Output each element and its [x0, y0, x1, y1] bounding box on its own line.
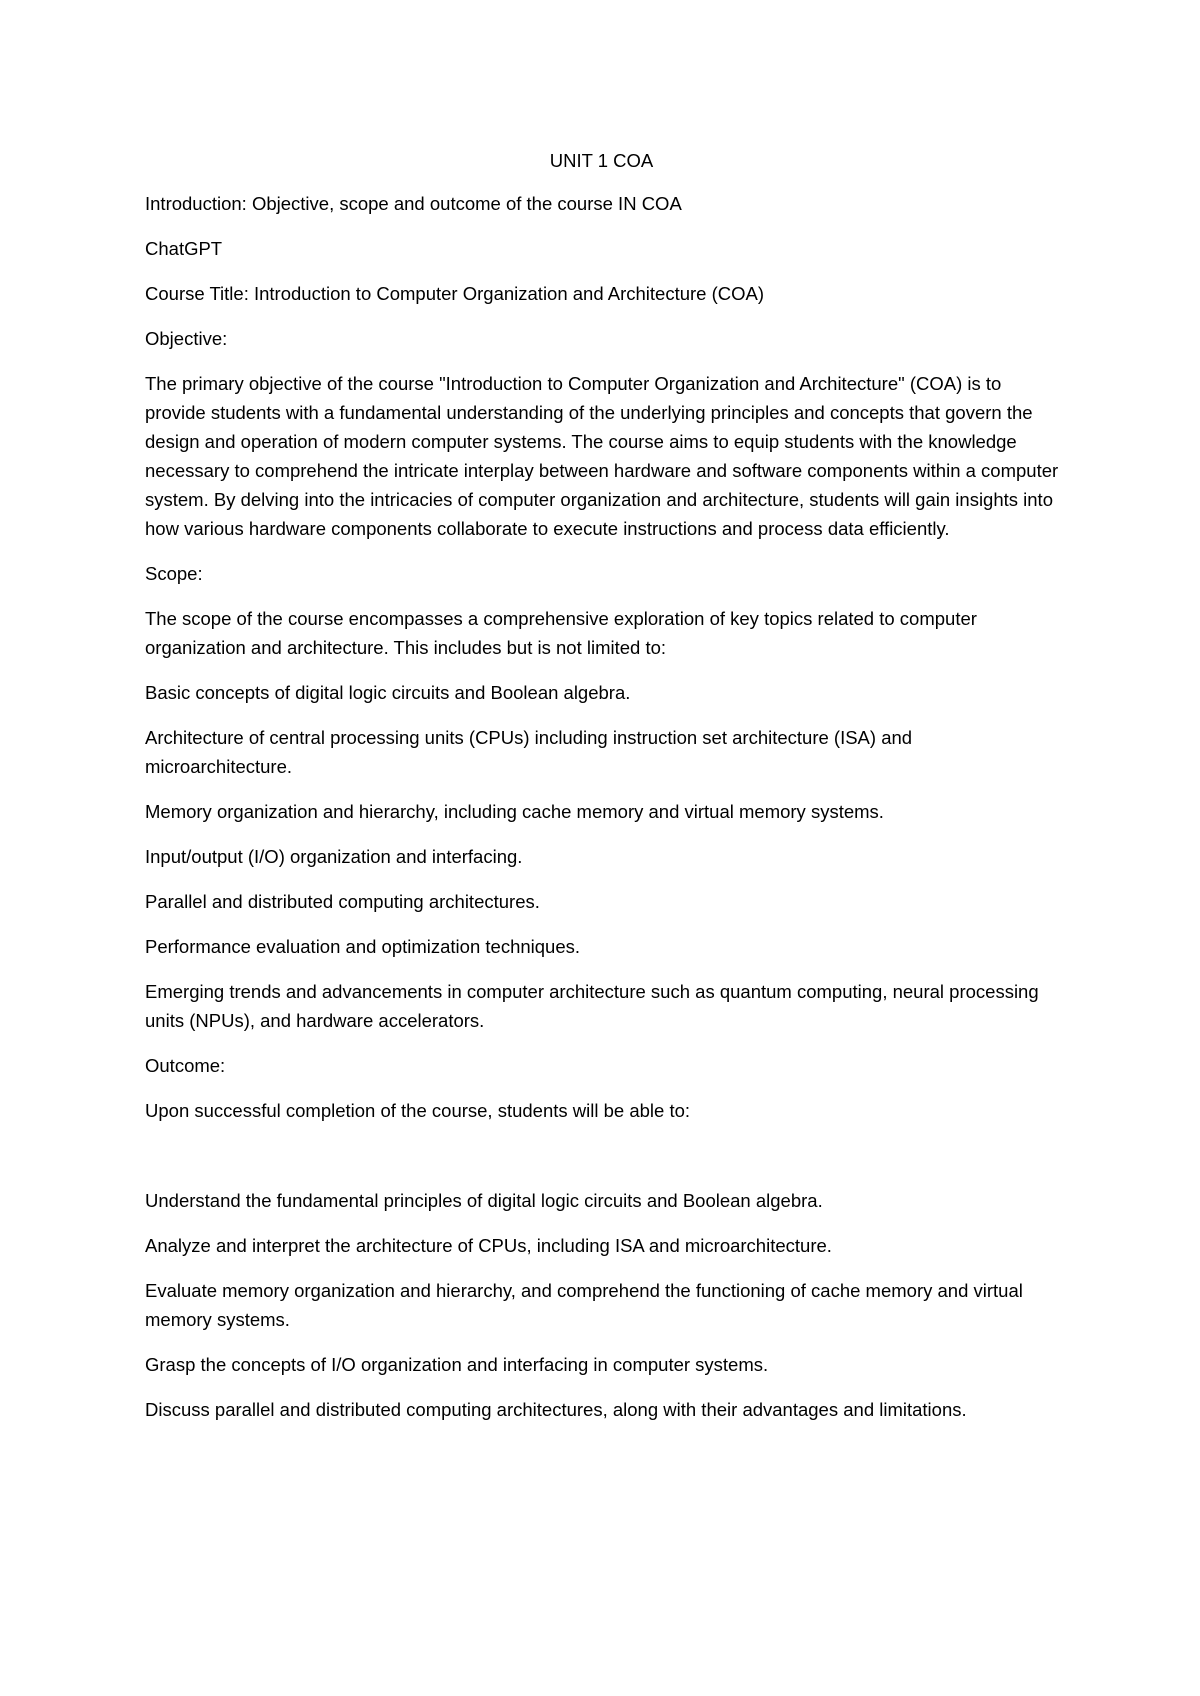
objective-heading: Objective: [145, 328, 228, 349]
outcome-item: Evaluate memory organization and hierarchy, and comprehend the functioning of cache memory and virtual memory systems. [145, 1280, 1023, 1330]
outcome-item: Analyze and interpret the architecture of CPUs, including ISA and microarchitecture. [145, 1235, 832, 1256]
outcome-item: Discuss parallel and distributed computing architectures, along with their advantages and limitations. [145, 1399, 967, 1420]
scope-item: Basic concepts of digital logic circuits and Boolean algebra. [145, 682, 631, 703]
outcome-item: Understand the fundamental principles of digital logic circuits and Boolean algebra. [145, 1190, 823, 1211]
scope-item: Architecture of central processing units (CPUs) including instruction set architecture (ISA) and microarchitecture. [145, 727, 913, 777]
scope-item: Input/output (I/O) organization and interfacing. [145, 846, 523, 867]
scope-heading: Scope: [145, 563, 203, 584]
document-body [145, 146, 1060, 1440]
intro-line: Introduction: Objective, scope and outcome of the course IN COA [145, 193, 682, 214]
document-title: UNIT 1 COA [549, 150, 654, 171]
outcome-item: Grasp the concepts of I/O organization and interfacing in computer systems. [145, 1354, 769, 1375]
course-title: Course Title: Introduction to Computer Organization and Architecture (COA) [145, 283, 765, 304]
outcome-heading: Outcome: [145, 1055, 226, 1076]
objective-paragraph: The primary objective of the course "Introduction to Computer Organization and Architecture" (COA) is to provide students with a fundamental understanding of the underlying principles and concepts that govern the design and operation of modern computer systems. The course aims to equip students with the knowledge necessary to comprehend the intricate interplay between hardware and software components within a computer system. By delving into the intricacies of computer organization and architecture, students will gain insights into how various hardware components collaborate to execute instructions and process data efficiently. [145, 373, 1059, 539]
source-line: ChatGPT [145, 238, 223, 259]
scope-intro: The scope of the course encompasses a comprehensive exploration of key topics related to computer organization and architecture. This includes but is not limited to: [145, 608, 977, 658]
scope-item: Emerging trends and advancements in computer architecture such as quantum computing, neural processing units (NPUs), and hardware accelerators. [145, 981, 1039, 1031]
scope-item: Memory organization and hierarchy, including cache memory and virtual memory systems. [145, 801, 884, 822]
scope-item: Performance evaluation and optimization techniques. [145, 936, 581, 957]
blank-line [145, 1141, 1060, 1170]
outcome-intro: Upon successful completion of the course, students will be able to: [145, 1100, 691, 1121]
scope-item: Parallel and distributed computing architectures. [145, 891, 540, 912]
